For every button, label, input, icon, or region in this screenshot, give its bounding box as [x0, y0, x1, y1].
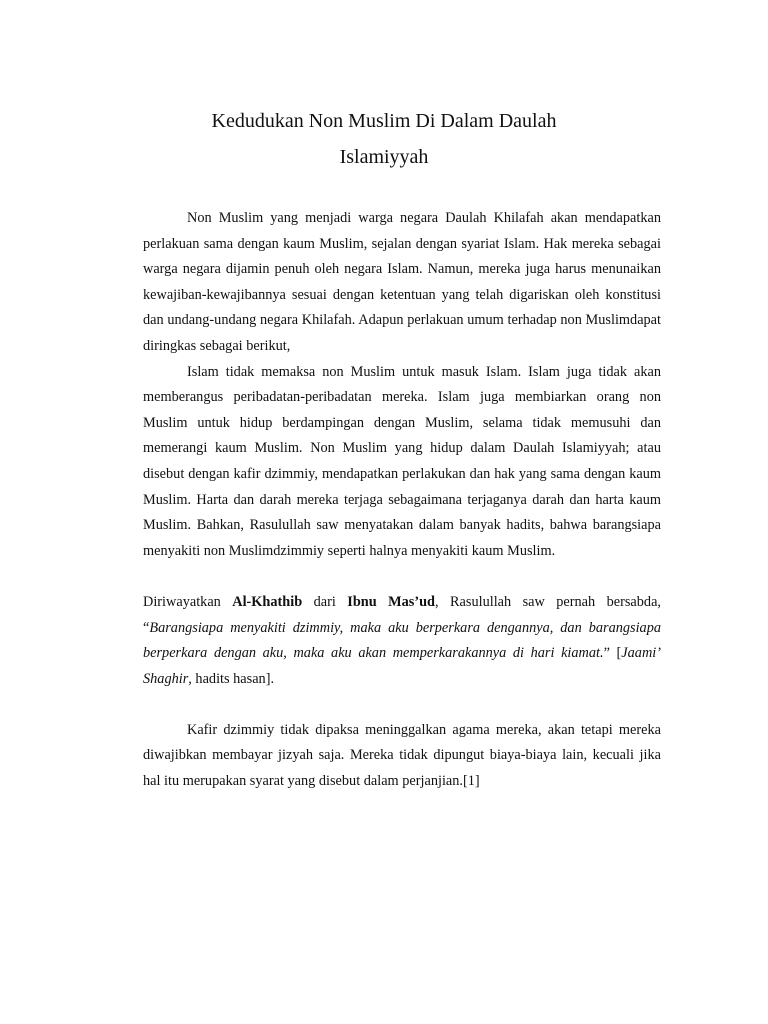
p3-text-2: dari [302, 593, 348, 610]
p3-text-3: , Rasulullah saw pernah bersabda, “ [143, 593, 661, 636]
blank-line [143, 564, 661, 590]
paragraph-1: Non Muslim yang menjadi warga negara Daulah Khilafah akan mendapatkan perlakuan sama dengan kaum Muslim, sejalan dengan syariat Islam. Hak mereka sebagai warga negara dijamin penuh oleh negara Islam. Namun, mereka juga harus menunaikan kewajiban-kewajibannya sesuai dengan ketentuan yang telah digariskan oleh konstitusi dan undang-undang negara Khilafah. Adapun perlakuan umum terhadap non Muslimdapat diringkas sebagai berikut, [143, 210, 661, 354]
title-line-1: Kedudukan Non Muslim Di Dalam Daulah [211, 110, 557, 132]
title-line-2: Islamiyyah [339, 146, 429, 168]
paragraph-2: Islam tidak memaksa non Muslim untuk masuk Islam. Islam juga tidak akan memberangus peribadatan-peribadatan mereka. Islam juga membiarkan orang non Muslim untuk hidup berdampingan dengan Muslim, selama tidak memusuhi dan memerangi kaum Muslim. Non Muslim yang hidup dalam Daulah Islamiyyah; atau disebut dengan kafir dzimmiy, mendapatkan perlakukan dan hak yang sama dengan kaum Muslim. Harta dan darah mereka terjaga sebagaimana terjaganya darah dan harta kaum Muslim. Bahkan, Rasulullah saw menyatakan dalam banyak hadits, bahwa barangsiapa menyakiti non Muslimdzimmiy seperti halnya menyakiti kaum Muslim. [143, 363, 661, 559]
p3-book-title: Jaami’ Shaghir [143, 645, 661, 687]
p3-narrator: Al-Khathib [232, 593, 303, 610]
p3-hadith-quote: Barangsiapa menyakiti dzimmiy, maka aku berperkara dengannya, dan barangsiapa berperkara dengan aku, maka aku akan memperkarakannya di hari kiamat. [143, 619, 661, 662]
p3-text-1: Diriwayatkan [143, 593, 233, 610]
paragraph-4: Kafir dzimmiy tidak dipaksa meninggalkan agama mereka, akan tetapi mereka diwajibkan membayar jizyah saja. Mereka tidak dipungut biaya-biaya lain, kecuali jika hal itu merupakan syarat yang disebut dalam perjanjian.[1] [143, 721, 661, 790]
blank-line [143, 692, 661, 718]
p3-source: Ibnu Mas’ud [347, 593, 436, 610]
document-body [143, 206, 661, 795]
document-title [0, 103, 768, 175]
p3-text-4: ” [ [603, 645, 622, 662]
p3-text-5: , hadits hasan]. [188, 670, 275, 687]
paragraph-3 [143, 590, 661, 692]
